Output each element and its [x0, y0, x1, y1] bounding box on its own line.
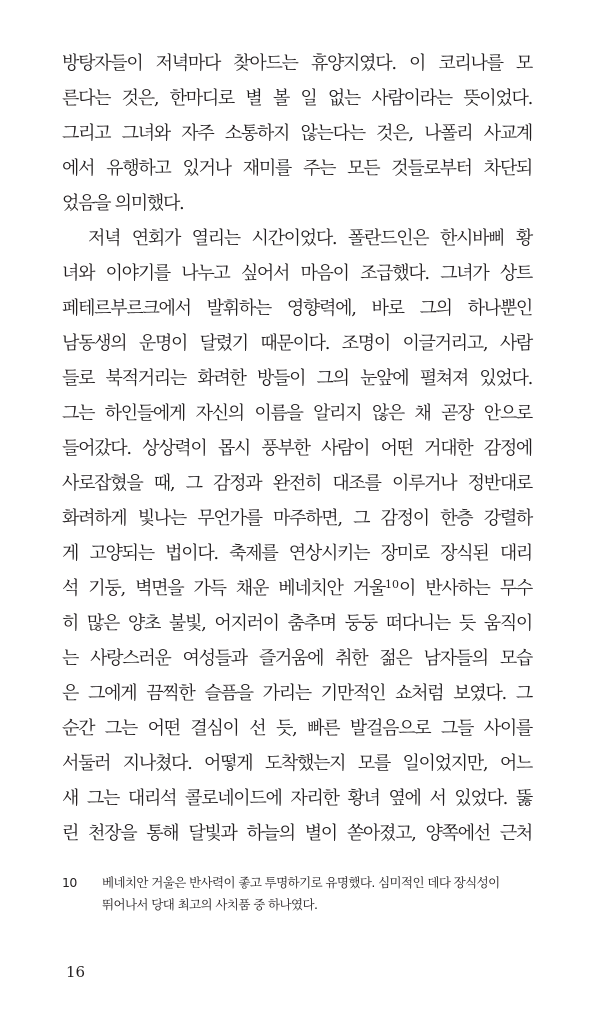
text-line-with-footnote-ref — [62, 571, 532, 606]
text-line: 그는 하인들에게 자신의 이름을 알리지 않은 채 곧장 안으로 — [62, 403, 532, 424]
text-line: 새 그는 대리석 콜로네이드에 자리한 황녀 옆에 서 있었다. 뚫 — [62, 788, 532, 809]
footnote-line: 뛰어나서 당대 최고의 사치품 중 하나였다. — [102, 897, 318, 912]
text-line: 들어갔다. 상상력이 몹시 풍부한 사람이 어떤 거대한 감정에 — [62, 438, 532, 459]
text-line: 녀와 이야기를 나누고 싶어서 마음이 조급했다. 그녀가 상트 — [62, 263, 532, 284]
text-line: 화려하게 빛나는 무언가를 마주하면, 그 감정이 한층 강렬하 — [62, 508, 532, 529]
text-line: 은 그에게 끔찍한 슬픔을 가리는 기만적인 쇼처럼 보였다. 그 — [62, 683, 532, 704]
text-line: 히 많은 양초 불빛, 어지러이 춤추며 둥둥 떠다니는 듯 움직이 — [62, 613, 532, 634]
text-line: 들로 북적거리는 화려한 방들이 그의 눈앞에 펼쳐져 있었다. — [62, 368, 532, 389]
text-line: 에서 유행하고 있거나 재미를 주는 모든 것들로부터 차단되 — [62, 158, 532, 179]
text-line: 페테르부르크에서 발휘하는 영향력에, 바로 그의 하나뿐인 — [62, 298, 532, 319]
text-line: 저녁 연회가 열리는 시간이었다. 폴란드인은 한시바삐 황 — [88, 228, 532, 249]
text-segment: 이 반사하는 무수 — [399, 578, 533, 599]
text-line: 그리고 그녀와 자주 소통하지 않는다는 것은, 나폴리 사교계 — [62, 123, 532, 144]
footnote-number: 10 — [62, 875, 77, 890]
text-line: 서둘러 지나쳤다. 어떻게 도착했는지 모를 일이었지만, 어느 — [62, 753, 532, 774]
text-line: 었음을 의미했다. — [62, 193, 184, 214]
page-number: 16 — [66, 963, 86, 981]
text-line: 사로잡혔을 때, 그 감정과 완전히 대조를 이루거나 정반대로 — [62, 473, 532, 494]
text-line: 게 고양되는 법이다. 축제를 연상시키는 장미로 장식된 대리 — [62, 543, 532, 564]
text-line: 방탕자들이 저녁마다 찾아드는 휴양지였다. 이 코리나를 모 — [62, 53, 532, 74]
text-line: 린 천장을 통해 달빛과 하늘의 별이 쏟아졌고, 양쪽에선 근처 — [62, 823, 532, 844]
main-text — [62, 46, 532, 851]
text-line: 남동생의 운명이 달렸기 때문이다. 조명이 이글거리고, 사람 — [62, 333, 532, 354]
footnote-reference: 10 — [385, 578, 399, 591]
text-line: 는 사랑스러운 여성들과 즐거움에 취한 젊은 남자들의 모습 — [62, 648, 532, 669]
footnote-line: 베네치안 거울은 반사력이 좋고 투명하기로 유명했다. 심미적인 데다 장식성이 — [102, 875, 500, 890]
footnote-text — [102, 872, 542, 916]
text-segment: 석 기둥, 벽면을 가득 채운 베네치안 거울 — [62, 578, 385, 599]
text-line: 른다는 것은, 한마디로 별 볼 일 없는 사람이라는 뜻이었다. — [62, 88, 532, 109]
text-line: 순간 그는 어떤 결심이 선 듯, 빠른 발걸음으로 그들 사이를 — [62, 718, 532, 739]
